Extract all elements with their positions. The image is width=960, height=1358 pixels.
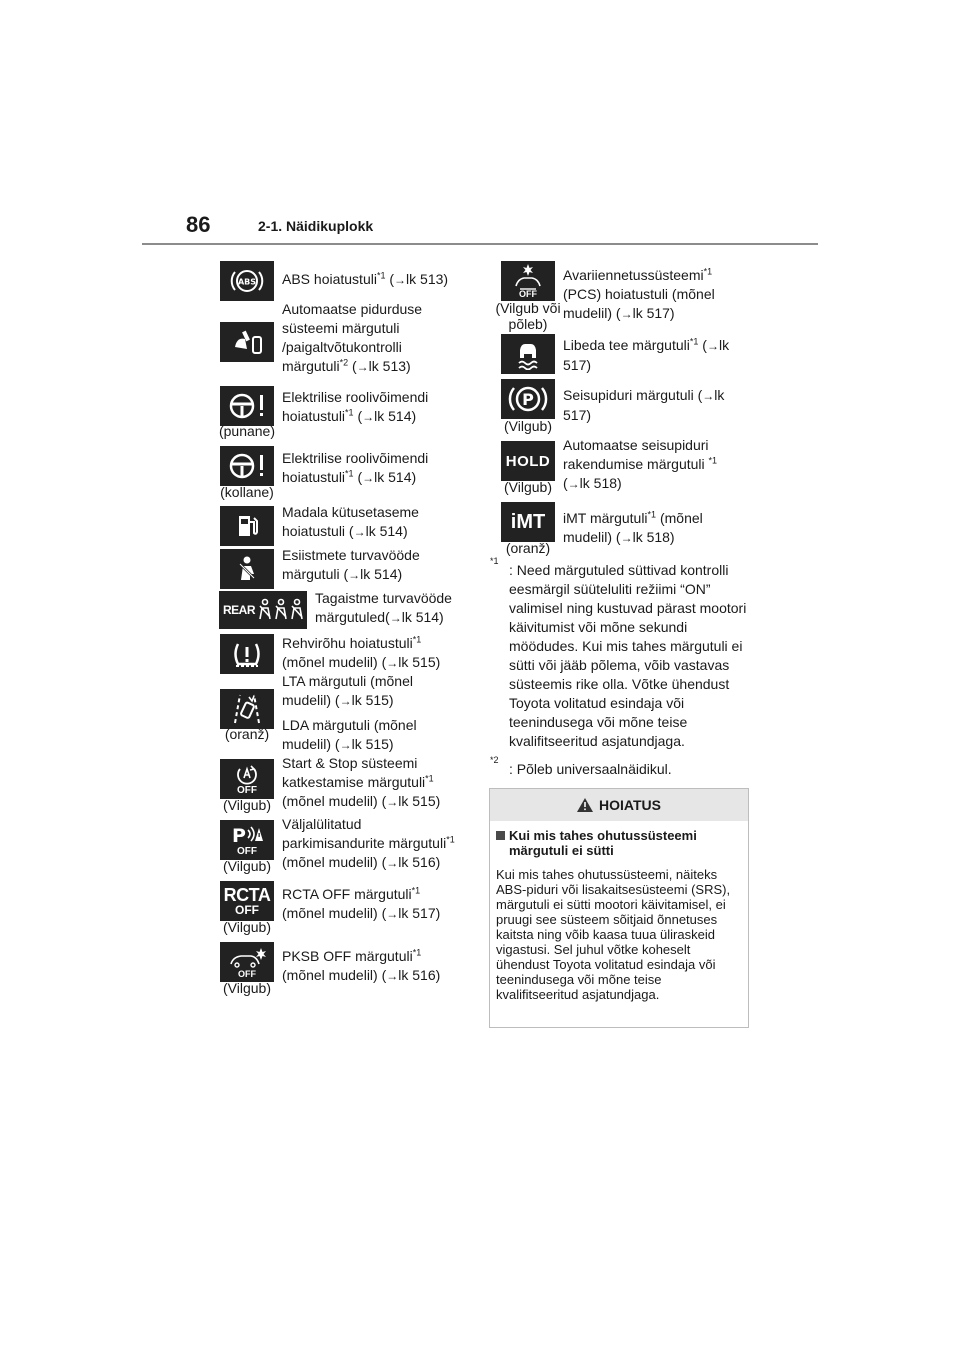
square-bullet-icon [496,831,505,840]
footnote-1: *1 : Need märgutuled süttivad kontrolli eesmärgil süüteluliti režiimi “ON” valimisel ning kustuvad pärast mootori käivitumist või mõne sekundi möödudes. Kui mis tahes märgutuli ei sütti või jääb põlema, võib vastavas süsteemis rike olla. Võtke ühendust Toyota volitatud esindaja või teenindusega või mõne teise kvalifitseeritud asjatundjaga. [490,556,747,749]
parking-brake-text: Seisupiduri märgutuli (→lk 517) [563,387,725,423]
seatbelt-icon [220,549,274,589]
pksb-label: (Vilgub) [223,980,271,996]
pcs-text: Avariiennetussüsteemi$^{*1}$ (PCS) hoiatustuli (mõnel mudelil) (→lk 517) [563,266,715,321]
warning-body: Kui mis tahes ohutussüsteemi, näiteks ABS-piduri või lisakaitsesüsteemi (SRS), märgutuli ei sütti mootori käivitamisel, ei pruugi see süsteem sõitjaid õnnetuses kaitsta ning võib kaasa tuua üliraskeid vigastusi. Sel juhul võtke koheselt ühendust Toyota volitatud esindaja või teenindusega või mõne teise kvalifitseeritud asjatundjaga. [496,867,731,1002]
imt-text: iMT märgutuli$^{*1}$ (mõnel mudelil) (→lk 518) [563,509,703,545]
footnote-2: *2 : Põleb universaalnäidikul. [490,755,672,777]
fuel-pump-icon [220,506,274,546]
warning-box [489,788,749,1028]
section-title: 2-1. Näidikuplokk [258,218,374,234]
svg-text:P: P [522,390,534,409]
tpms-text: Rehvirõhu hoiatustuli$^{*1}$ (mõnel mudelil) (→lk 515) [282,634,441,670]
brake-hold-text: Automaatse pidurduse süsteemi märgutuli /paigaltvõtukontrolli märgutuli$^{*2}$ (→lk 513) [282,301,423,374]
fuel-text: Madala kütusetaseme hoiatustuli (→lk 514) [282,504,419,539]
svg-text:P: P [232,824,246,846]
hold-icon: HOLD [501,441,555,481]
stop-start-text: Start & Stop süsteemi katkestamise märgutuli$^{*1}$ (mõnel mudelil) (→lk 515) [282,755,441,809]
parking-label: (Vilgub) [223,858,271,874]
steering-warning-icon [220,446,274,486]
eps-yellow-text: Elektrilise roolivõimendi hoiatustuli$^{*1}$ (→lk 514) [282,450,429,485]
warning-header [490,789,748,821]
parking-brake-icon [501,379,555,419]
tire-pressure-icon [220,634,274,674]
brake-hold-icon [220,322,274,362]
parking-text: Väljalülitatud parkimisandurite märgutuli$^{*1}$ (mõnel mudelil) (→lk 516) [282,816,455,870]
hold-label: (Vilgub) [504,479,552,495]
header-rule [142,243,818,245]
steering-warning-icon [220,386,274,426]
imt-label: (oranž) [505,540,551,556]
rear-belt-text: Tagaistme turvavööde märgutuled(→lk 514) [315,590,452,625]
lane-assist-icon [220,689,274,729]
hold-text: Automaatse seisupiduri rakendumise märgutuli $^{*1}$ (→lk 518) [563,437,718,491]
warning-subtitle: Kui mis tahes ohutussüsteemi märgutuli ei sütti [490,821,748,858]
rear-seatbelt-icon: REAR [219,591,307,629]
lda-text: LDA märgutuli (mõnel mudelil) (→lk 515) [282,717,417,752]
rcta-off-icon: RCTA OFF [220,881,274,921]
slip-text: Libeda tee märgutuli$^{*1}$ (→lk 517) [563,336,730,373]
warning-title: HOIATUS [599,797,661,813]
pksb-text: PKSB OFF märgutuli$^{*1}$ (mõnel mudelil) (→lk 516) [282,947,441,983]
slip-indicator-icon [501,334,555,374]
lta-text: LTA märgutuli (mõnel mudelil) (→lk 515) [282,673,413,708]
eps-yellow-label: (kollane) [220,484,274,500]
eps-red-text: Elektrilise roolivõimendi hoiatustuli$^{*1}$ (→lk 514) [282,389,429,424]
abs-text: ABS hoiatustuli$^{*1}$ (→lk 513) [282,270,449,287]
front-belt-text: Esiistmete turvavööde märgutuli (→lk 514) [282,547,420,582]
stop-start-off-icon: OFF [220,759,274,799]
abs-icon [220,261,274,301]
lta-label: (oranž) [224,726,270,742]
page-number: 86 [186,212,211,237]
eps-red-label: (punane) [218,423,276,439]
parking-brake-label: (Vilgub) [504,418,552,434]
pksb-off-icon: OFF [220,942,274,982]
warning-triangle-icon [577,798,593,812]
rcta-label: (Vilgub) [223,919,271,935]
imt-icon: iMT [501,502,555,542]
svg-text:ABS: ABS [237,277,257,287]
parking-sensor-off-icon: P OFF [220,820,274,860]
pcs-off-icon: OFF [501,261,555,301]
pcs-label: (Vilgub või põleb) [495,300,561,332]
rcta-text: RCTA OFF märgutuli$^{*1}$ (mõnel mudelil) (→lk 517) [282,885,441,921]
stop-start-label: (Vilgub) [223,797,271,813]
